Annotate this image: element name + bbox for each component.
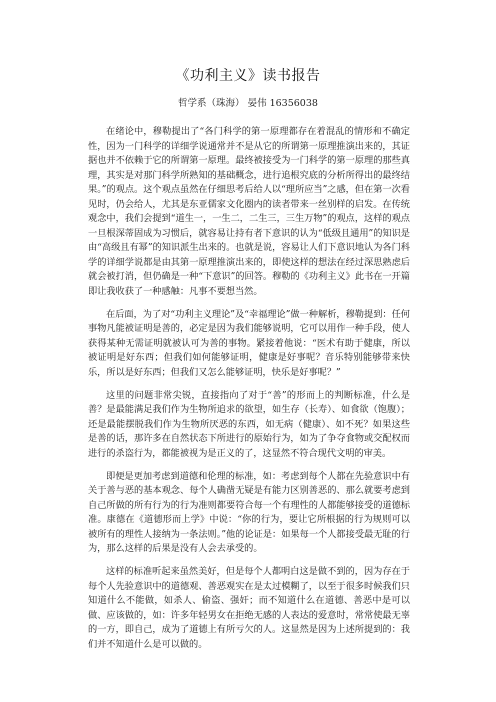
author-byline: 哲学系（珠海） 晏伟 16356038	[178, 98, 318, 109]
paragraph: 这样的标准听起来虽然美好，但是每个人都明白这是做不到的，因为存在于每个人先验意识中的道德观、善恶观实在是太过模糊了，以至于很多时候我们只知道什么不能做，如杀人、偷盗、强奸；而不知道什么在道德、善恶中是可以做、应该做的，如：许多年轻男女在拒绝无感的人表达的爱意时，常常使最无辜的一方，即自己，成为了道德上有所亏欠的人。这显然是因为上述所提到的：我们并不知道什么是可以做的。	[88, 566, 410, 650]
paragraph: 在绪论中，穆勒提出了“各门科学的第一原理都存在着混乱的情形和不确定性，因为一门科学的详细学说通常并不是从它的所谓第一原理推演出来的，其证据也并不依赖于它的所谓第一原理。最终被接受为一门科学的第一原理的那些真理，其实是对那门科学所熟知的基础概念，进行追根究底的分析所得出的最终结果。”的观点。这个观点虽然在仔细思考后给人以“理所应当”之感，但在第一次看见时，仍会给人，尤其是东亚儒家文化圈内的读者带来一丝别样的启发。在传统观念中，我们会提到“道生一，一生二，二生三，三生万物”的观点，这样的观点一旦根深蒂固成为习惯后，就容易让持有者下意识的认为“低级且通用”的知识是由“高级且有幂”的知识派生出来的。也就是说，容易让人们下意识地认为各门科学的详细学说都是由其第一原理推演出来的，即使这样的想法在经过深思熟虑后就会被打消，但仍确是一种“下意识”的回答。穆勒的《功利主义》此书在一开篇即让我收获了一种感触：凡事不要想当然。	[88, 126, 410, 297]
document-title: 《功利主义》读书报告	[175, 68, 321, 84]
document-body	[88, 125, 410, 661]
paragraph: 在后面，为了对“功利主义理论”及“幸福理论”做一种解析，穆勒提到：任何事物凡能被证明是善的，必定是因为我们能够说明，它可以用作一种手段，使人获得某种无需证明就被认可为善的事物。紧接着他说：“医术有助于健康，所以被证明是好东西；但我们如何能够证明，健康是好事呢？音乐特别能够带来快乐，所以是好东西；但我们又怎么能够证明，快乐是好事呢？”	[88, 308, 410, 378]
paragraph: 即便是更加考虑到道德和伦理的标准，如：考虑到每个人都在先验意识中有关于善与恶的基本观念、每个人确凿无疑是有能力区别善恶的、那么就要考虑到自己所做的所有行为的行为准则都要符合每一个有理性的人都能够接受的道德标准。康德在《道德形而上学》中说：“你的行为，要让它所根据的行为规则可以被所有的理性人接纳为一条法则。”他的论证是：如果每一个人都接受最无耻的行为，那么这样的后果是没有人会去承受的。	[88, 470, 410, 554]
paragraph: 这里的问题非常尖锐，直接指向了对于“善”的形而上的判断标准，什么是善？是最能满足我们作为生物所追求的欲望，如生存（长寿）、如食欲（饱腹）；还是最能摆脱我们作为生物所厌恶的东西，如无病（健康）、如不死？如果这些是善的话，那许多在自然状态下所进行的原始行为，如为了争夺食物或交配权而进行的杀盗行为，都能被视为是正义的了，这显然不符合现代文明的审美。	[88, 389, 410, 459]
